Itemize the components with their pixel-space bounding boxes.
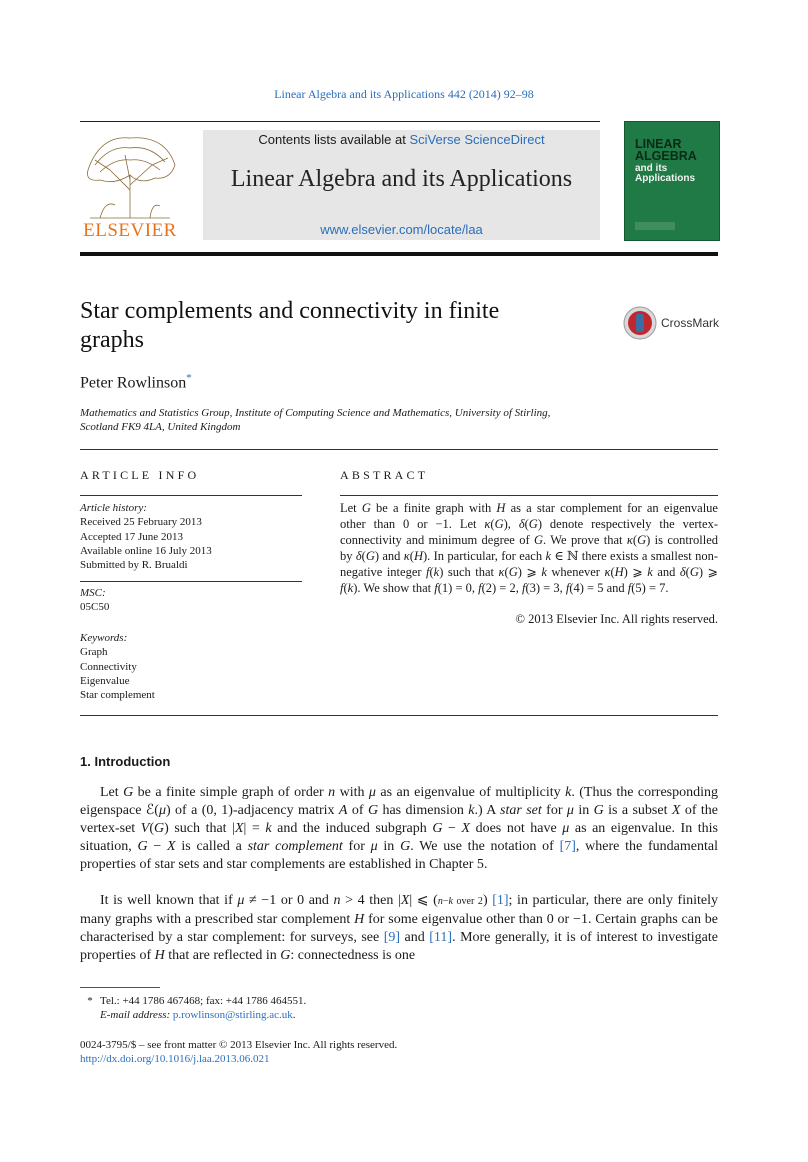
cover-fine-print: [635, 222, 675, 230]
abstract-copyright: © 2013 Elsevier Inc. All rights reserved.: [515, 612, 718, 626]
keyword-item: Star complement: [80, 689, 155, 702]
abstract-heading: ABSTRACT: [340, 468, 429, 482]
author-name: Peter Rowlinson: [80, 374, 187, 392]
keywords-block: [80, 631, 155, 702]
keywords-label: Keywords:: [80, 632, 128, 644]
journal-cover: [624, 121, 720, 241]
footnote-email-line: E-mail address: p.rowlinson@stirling.ac.uk.: [100, 1009, 296, 1022]
email-link[interactable]: p.rowlinson@stirling.ac.uk: [172, 1009, 293, 1022]
elsevier-logo: [80, 130, 180, 242]
journal-url[interactable]: www.elsevier.com/locate/laa: [320, 222, 483, 237]
elsevier-wordmark: ELSEVIER: [83, 220, 177, 241]
intro-paragraph-1: Let G be a finite simple graph of order n with μ as an eigenvalue of multiplicity k. (Thus the corresponding eigenspace ℰ(μ) of a (0, 1)-adjacency matrix A of G has dimension k.) A star set for μ in G is a subset X of the vertex-set V(G) such that |X| = k and the induced subgraph G − X does not have μ as an eigenvalue. In this situation, G − X is called a star complement for μ in G. We use the notation of [7], where the fundamental properties of star sets and star complements are established in Chapter 5.: [80, 785, 719, 872]
sciencedirect-link[interactable]: SciVerse ScienceDirect: [409, 132, 545, 147]
intro-paragraph-2: It is well known that if μ ≠ −1 or 0 and n > 4 then |X| ⩽ (n−k over 2) [1]; in particular, there are only finitely many graphs with a prescribed star complement H for some eigenvalue other than 0 or −1. Certain graphs can be characterised by a star complement: for surveys, see [9] and [11]. More generally, it is of interest to investigate properties of H that are reflected in G: connectedness is one: [80, 893, 719, 963]
abstract-rule: [340, 495, 718, 496]
section-heading: 1. Introduction: [80, 754, 171, 769]
msc-code: 05C50: [80, 601, 110, 614]
msc-label: MSC:: [80, 587, 106, 599]
abstract-text: Let G be a finite graph with H as a star complement for an eigenvalue other than 0 or −1. Let κ(G), δ(G) denote respectively the vertex-connectivity and minimum degree of G. We prove that κ(G) is controlled by δ(G) and κ(H). In particular, for each k ∈ ℕ there exists a smallest non-negative integer f(k) such that κ(G) ⩾ k whenever κ(H) ⩾ k and δ(G) ⩾ f(k). We show that f(1) = 0, f(2) = 2, f(3) = 3, f(4) = 5 and f(5) = 7.: [340, 501, 719, 595]
running-header[interactable]: Linear Algebra and its Applications 442 (2014) 92–98: [274, 87, 534, 101]
author-footnote-mark[interactable]: *: [186, 372, 192, 384]
banner-top-rule: [80, 121, 600, 122]
accepted-date: Accepted 17 June 2013: [80, 530, 183, 543]
contents-line: Contents lists available at SciVerse ScienceDirect: [258, 132, 545, 147]
received-date: Received 25 February 2013: [80, 516, 202, 529]
ref-link-7[interactable]: [7]: [559, 839, 576, 854]
doi-link[interactable]: http://dx.doi.org/10.1016/j.laa.2013.06.021: [80, 1053, 270, 1066]
msc-rule: [80, 581, 302, 582]
article-title: Star complements and connectivity in finite graphs: [80, 298, 500, 353]
keyword-item: Connectivity: [80, 660, 137, 673]
affiliation-line-1: Mathematics and Statistics Group, Institute of Computing Science and Mathematics, University of Stirling,: [80, 407, 551, 419]
author-line: [80, 372, 192, 392]
available-date: Available online 16 July 2013: [80, 544, 212, 557]
footnote: [80, 994, 306, 1023]
submitted-by: Submitted by R. Brualdi: [80, 559, 188, 572]
crossmark-badge[interactable]: [622, 305, 722, 341]
cover-title-2: ALGEBRA: [635, 149, 697, 163]
article-info-rule: [80, 495, 302, 496]
cover-title-4: Applications: [635, 173, 696, 184]
footnote-tel-line: [80, 994, 306, 1008]
crossmark-label: CrossMark: [661, 316, 720, 330]
history-label: Article history:: [80, 502, 147, 514]
footnote-mark: *: [87, 995, 93, 1007]
info-top-rule: [80, 449, 718, 450]
cover-title-1: LINEAR: [635, 137, 682, 151]
front-matter-line: 0024-3795/$ – see front matter © 2013 Elsevier Inc. All rights reserved.: [80, 1039, 398, 1051]
article-info-heading: ARTICLE INFO: [80, 468, 200, 482]
banner-bottom-rule: [80, 252, 718, 256]
ref-link-1[interactable]: [1]: [492, 893, 509, 908]
ref-link-11[interactable]: [11]: [429, 930, 453, 945]
footnote-rule: [80, 987, 160, 988]
affiliation-line-2: Scotland FK9 4LA, United Kingdom: [80, 421, 241, 434]
ref-link-9[interactable]: [9]: [383, 930, 401, 945]
keyword-item: Eigenvalue: [80, 674, 130, 687]
footnote-tel: Tel.: +44 1786 467468; fax: +44 1786 464551.: [100, 995, 307, 1007]
journal-banner: [203, 130, 600, 240]
front-matter: [80, 1038, 397, 1067]
info-bottom-rule: [80, 715, 718, 716]
keyword-item: Graph: [80, 646, 108, 659]
affiliation: [80, 406, 550, 435]
elsevier-tree-icon: [80, 130, 180, 220]
cover-title-3: and its: [635, 163, 668, 174]
journal-title: Linear Algebra and its Applications: [230, 166, 573, 192]
msc-block: [80, 586, 109, 615]
article-history: [80, 501, 212, 572]
crossmark-icon: [622, 305, 658, 341]
email-label: E-mail address:: [100, 1009, 171, 1022]
